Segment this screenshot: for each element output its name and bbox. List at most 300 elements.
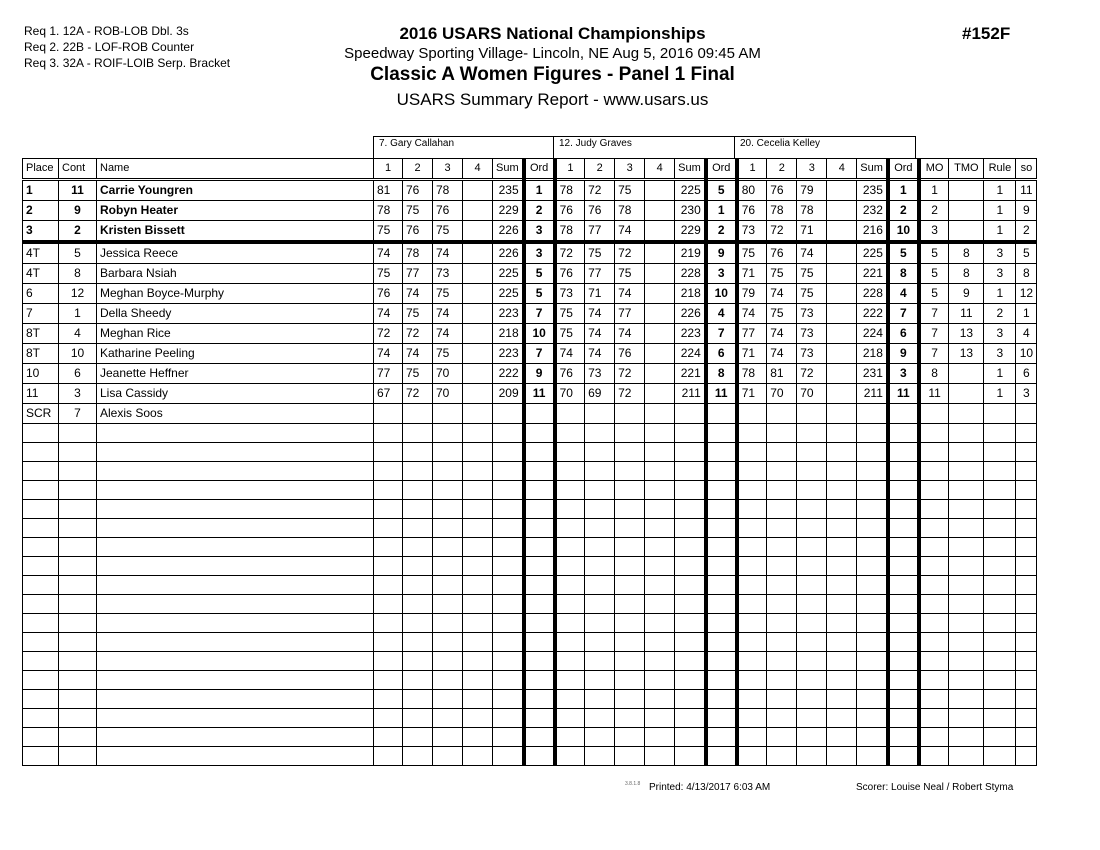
- judge1-score3: 70: [433, 364, 463, 384]
- judge1-score4: [463, 747, 493, 766]
- judge3-score3: [797, 747, 827, 766]
- table-row: [23, 324, 1037, 344]
- judge2-score2: [585, 519, 615, 538]
- rule-cell: [984, 595, 1016, 614]
- judge2-score1: 78: [555, 180, 585, 201]
- judge1-score1: 72: [374, 324, 403, 344]
- judge1-score1: [374, 652, 403, 671]
- judge1-score3: [433, 728, 463, 747]
- judge2-sum: [675, 576, 706, 595]
- judge3-sum: [857, 424, 888, 443]
- judge2-score4: [645, 404, 675, 424]
- judge1-score2: [403, 728, 433, 747]
- header-tmo: TMO: [949, 159, 984, 180]
- judge1-score1: [374, 519, 403, 538]
- skater-name-cell: [97, 538, 374, 557]
- judge1-score4: [463, 519, 493, 538]
- rule-cell: 1: [984, 221, 1016, 243]
- judge1-score3: [433, 519, 463, 538]
- header-mo: MO: [919, 159, 949, 180]
- mo-cell: [919, 462, 949, 481]
- table-row: [23, 264, 1037, 284]
- printed-timestamp: Printed: 4/13/2017 6:03 AM: [649, 782, 771, 793]
- table-row: [23, 481, 1037, 500]
- judge2-score2: 77: [585, 221, 615, 243]
- header-judge3-col2: 2: [767, 159, 797, 180]
- judge3-score2: [767, 519, 797, 538]
- table-row: [23, 690, 1037, 709]
- judge2-score4: [645, 538, 675, 557]
- judge1-score1: 75: [374, 264, 403, 284]
- judge1-ordinal: 10: [524, 324, 555, 344]
- place-cell: [23, 443, 59, 462]
- judge1-score2: [403, 690, 433, 709]
- judge2-sum: 218: [675, 284, 706, 304]
- mo-cell: 7: [919, 324, 949, 344]
- place-cell: [23, 462, 59, 481]
- judge2-score2: 76: [585, 201, 615, 221]
- judge3-score1: [737, 404, 767, 424]
- judge1-score3: 75: [433, 221, 463, 243]
- place-cell: SCR: [23, 404, 59, 424]
- judge3-sum: [857, 404, 888, 424]
- judge3-score3: [797, 671, 827, 690]
- judge3-score4: [827, 201, 857, 221]
- judge3-sum: 232: [857, 201, 888, 221]
- judge1-score4: [463, 221, 493, 243]
- judge2-score3: 78: [615, 201, 645, 221]
- tmo-cell: [949, 538, 984, 557]
- judge2-score4: [645, 384, 675, 404]
- contestant-number-cell: [59, 709, 97, 728]
- contestant-number-cell: 8: [59, 264, 97, 284]
- judge2-score1: 76: [555, 364, 585, 384]
- judge3-sum: [857, 652, 888, 671]
- judge3-score3: 75: [797, 284, 827, 304]
- judge3-score4: [827, 180, 857, 201]
- table-row: [23, 344, 1037, 364]
- mo-cell: 2: [919, 201, 949, 221]
- table-row: [23, 500, 1037, 519]
- judge1-score3: [433, 443, 463, 462]
- so-cell: 2: [1016, 221, 1037, 243]
- judge1-score4: [463, 384, 493, 404]
- contestant-number-cell: [59, 633, 97, 652]
- judge1-score3: [433, 652, 463, 671]
- mo-cell: 5: [919, 284, 949, 304]
- judge3-ordinal: [888, 747, 919, 766]
- judge2-score4: [645, 242, 675, 264]
- skater-name-cell: Carrie Youngren: [97, 180, 374, 201]
- contestant-number-cell: [59, 481, 97, 500]
- judge2-score2: [585, 671, 615, 690]
- judge3-score1: 79: [737, 284, 767, 304]
- judge2-score4: [645, 690, 675, 709]
- place-cell: 2: [23, 201, 59, 221]
- judge1-score2: 75: [403, 304, 433, 324]
- judge1-score1: [374, 443, 403, 462]
- judge3-score4: [827, 671, 857, 690]
- judge2-score4: [645, 424, 675, 443]
- judge3-score1: [737, 576, 767, 595]
- rule-cell: [984, 462, 1016, 481]
- judge3-ordinal: 9: [888, 344, 919, 364]
- so-cell: 11: [1016, 180, 1037, 201]
- judge1-ordinal: 9: [524, 364, 555, 384]
- table-row: [23, 747, 1037, 766]
- judge1-score2: [403, 633, 433, 652]
- judge2-score1: 74: [555, 344, 585, 364]
- so-cell: 3: [1016, 384, 1037, 404]
- judge3-score1: 71: [737, 344, 767, 364]
- judge2-ordinal: [706, 709, 737, 728]
- skater-name-cell: [97, 481, 374, 500]
- judge2-score1: 75: [555, 304, 585, 324]
- judge3-ordinal: [888, 652, 919, 671]
- judge1-sum: 226: [493, 242, 524, 264]
- judge3-score4: [827, 384, 857, 404]
- judge3-score1: 77: [737, 324, 767, 344]
- contestant-number-cell: [59, 576, 97, 595]
- judge1-score1: 81: [374, 180, 403, 201]
- mo-cell: [919, 424, 949, 443]
- mo-cell: [919, 728, 949, 747]
- judge1-score4: [463, 576, 493, 595]
- judge2-score1: [555, 747, 585, 766]
- place-cell: [23, 747, 59, 766]
- header-judge3-col1: 1: [737, 159, 767, 180]
- tmo-cell: [949, 201, 984, 221]
- judge1-score2: [403, 462, 433, 481]
- judge2-ordinal: [706, 671, 737, 690]
- contestant-number-cell: [59, 614, 97, 633]
- skater-name-cell: [97, 614, 374, 633]
- judge2-score3: [615, 519, 645, 538]
- judge2-sum: 219: [675, 242, 706, 264]
- judge1-sum: [493, 633, 524, 652]
- judge3-sum: [857, 462, 888, 481]
- header-judge1-col4: 4: [463, 159, 493, 180]
- table-row: [23, 221, 1037, 243]
- tmo-cell: [949, 384, 984, 404]
- tmo-cell: [949, 557, 984, 576]
- mo-cell: 5: [919, 264, 949, 284]
- so-cell: 5: [1016, 242, 1037, 264]
- table-row: [23, 557, 1037, 576]
- skater-name-cell: [97, 690, 374, 709]
- judge3-ordinal: 11: [888, 384, 919, 404]
- place-cell: [23, 652, 59, 671]
- judge2-ordinal: [706, 424, 737, 443]
- judge1-score3: 78: [433, 180, 463, 201]
- judge1-ordinal: 1: [524, 180, 555, 201]
- judge2-score1: [555, 671, 585, 690]
- results-table: [22, 158, 1037, 766]
- tmo-cell: [949, 709, 984, 728]
- header-judge2-col2: 2: [585, 159, 615, 180]
- tmo-cell: [949, 671, 984, 690]
- judge2-score1: [555, 481, 585, 500]
- judge3-score2: [767, 500, 797, 519]
- table-row: [23, 242, 1037, 264]
- judge2-score1: [555, 500, 585, 519]
- judge3-score3: [797, 538, 827, 557]
- judge1-score4: [463, 728, 493, 747]
- judge2-ordinal: [706, 633, 737, 652]
- judge2-score1: 76: [555, 264, 585, 284]
- judge1-ordinal: 5: [524, 284, 555, 304]
- judge3-score4: [827, 404, 857, 424]
- mo-cell: [919, 614, 949, 633]
- judge1-ordinal: [524, 614, 555, 633]
- so-cell: [1016, 404, 1037, 424]
- judge3-score3: [797, 481, 827, 500]
- judge2-score3: 75: [615, 264, 645, 284]
- judge3-score4: [827, 264, 857, 284]
- judge3-ordinal: [888, 557, 919, 576]
- rule-cell: 1: [984, 201, 1016, 221]
- judge3-sum: 218: [857, 344, 888, 364]
- judge1-ordinal: [524, 424, 555, 443]
- judge2-score3: [615, 443, 645, 462]
- judge3-ordinal: [888, 728, 919, 747]
- judge2-score4: [645, 519, 675, 538]
- judge3-sum: 224: [857, 324, 888, 344]
- judge3-ordinal: 10: [888, 221, 919, 243]
- judge3-score4: [827, 690, 857, 709]
- judge3-sum: [857, 747, 888, 766]
- judge3-ordinal: [888, 690, 919, 709]
- judge3-score3: [797, 728, 827, 747]
- tmo-cell: [949, 614, 984, 633]
- judge3-ordinal: [888, 633, 919, 652]
- rule-cell: [984, 671, 1016, 690]
- judge2-score4: [645, 633, 675, 652]
- contestant-number-cell: [59, 443, 97, 462]
- so-cell: [1016, 500, 1037, 519]
- judge1-sum: [493, 747, 524, 766]
- table-row: [23, 671, 1037, 690]
- judge1-score2: 77: [403, 264, 433, 284]
- judge1-score2: [403, 595, 433, 614]
- judge1-sum: 223: [493, 344, 524, 364]
- contestant-number-cell: 4: [59, 324, 97, 344]
- judge2-ordinal: 7: [706, 324, 737, 344]
- judge1-score1: [374, 728, 403, 747]
- table-row: [23, 538, 1037, 557]
- place-cell: 6: [23, 284, 59, 304]
- place-cell: [23, 709, 59, 728]
- judge2-score1: [555, 614, 585, 633]
- judge3-sum: 225: [857, 242, 888, 264]
- judge1-score4: [463, 242, 493, 264]
- place-cell: 11: [23, 384, 59, 404]
- tmo-cell: [949, 221, 984, 243]
- judge3-ordinal: 3: [888, 364, 919, 384]
- contestant-number-cell: 1: [59, 304, 97, 324]
- judge2-sum: [675, 747, 706, 766]
- judge1-ordinal: 7: [524, 344, 555, 364]
- mo-cell: [919, 481, 949, 500]
- rule-cell: [984, 481, 1016, 500]
- judge3-score3: [797, 576, 827, 595]
- judge3-score3: [797, 462, 827, 481]
- judge1-sum: [493, 557, 524, 576]
- judge3-sum: 222: [857, 304, 888, 324]
- judge1-score1: 74: [374, 344, 403, 364]
- tmo-cell: [949, 364, 984, 384]
- judge1-score3: [433, 690, 463, 709]
- judge2-ordinal: [706, 404, 737, 424]
- judge1-score4: [463, 304, 493, 324]
- contestant-number-cell: [59, 538, 97, 557]
- mo-cell: 3: [919, 221, 949, 243]
- table-row: [23, 728, 1037, 747]
- judge2-sum: [675, 500, 706, 519]
- judge2-sum: [675, 519, 706, 538]
- rule-cell: [984, 443, 1016, 462]
- mo-cell: [919, 576, 949, 595]
- place-cell: 3: [23, 221, 59, 243]
- header-cont: Cont: [59, 159, 97, 180]
- judge2-score1: [555, 595, 585, 614]
- judge3-score3: 79: [797, 180, 827, 201]
- judge1-score1: [374, 424, 403, 443]
- judge2-score4: [645, 728, 675, 747]
- judge2-sum: [675, 652, 706, 671]
- judge1-score3: [433, 557, 463, 576]
- tmo-cell: [949, 180, 984, 201]
- judge3-ordinal: [888, 481, 919, 500]
- skater-name-cell: [97, 576, 374, 595]
- judge2-score3: [615, 728, 645, 747]
- judge2-score1: 70: [555, 384, 585, 404]
- header-judge3-col4: 4: [827, 159, 857, 180]
- judge1-score2: 74: [403, 344, 433, 364]
- judge1-sum: [493, 595, 524, 614]
- place-cell: [23, 614, 59, 633]
- skater-name-cell: [97, 595, 374, 614]
- judge3-score2: [767, 462, 797, 481]
- judge1-score2: [403, 557, 433, 576]
- judge3-sum: [857, 519, 888, 538]
- judge3-score3: [797, 443, 827, 462]
- table-row: [23, 443, 1037, 462]
- judge1-score1: 78: [374, 201, 403, 221]
- judge3-score4: [827, 519, 857, 538]
- place-cell: 1: [23, 180, 59, 201]
- judge1-score2: 75: [403, 201, 433, 221]
- so-cell: [1016, 652, 1037, 671]
- tmo-cell: [949, 747, 984, 766]
- mo-cell: 7: [919, 344, 949, 364]
- judge1-score4: [463, 500, 493, 519]
- version-label: 3.8.1.8: [625, 781, 641, 787]
- judge3-score2: 76: [767, 242, 797, 264]
- judge3-score2: [767, 747, 797, 766]
- contestant-number-cell: [59, 557, 97, 576]
- place-cell: 8T: [23, 324, 59, 344]
- contestant-number-cell: 3: [59, 384, 97, 404]
- mo-cell: 11: [919, 384, 949, 404]
- judge3-score3: [797, 652, 827, 671]
- judge2-score2: 75: [585, 242, 615, 264]
- judge3-score1: [737, 462, 767, 481]
- judge1-ordinal: 7: [524, 304, 555, 324]
- so-cell: [1016, 595, 1037, 614]
- judge1-score1: [374, 404, 403, 424]
- judge2-score1: [555, 424, 585, 443]
- judge1-score4: [463, 344, 493, 364]
- judge2-score3: [615, 747, 645, 766]
- judge2-score4: [645, 324, 675, 344]
- skater-name-cell: Meghan Rice: [97, 324, 374, 344]
- skater-name-cell: [97, 462, 374, 481]
- judge1-score3: [433, 424, 463, 443]
- judge3-score1: [737, 519, 767, 538]
- judge1-score2: [403, 614, 433, 633]
- place-cell: [23, 500, 59, 519]
- judge3-sum: [857, 500, 888, 519]
- judge3-sum: [857, 709, 888, 728]
- judge2-score2: 77: [585, 264, 615, 284]
- judge3-score3: 71: [797, 221, 827, 243]
- judge2-score3: [615, 538, 645, 557]
- judge1-sum: [493, 671, 524, 690]
- judge2-score3: 72: [615, 384, 645, 404]
- judge1-score3: 74: [433, 324, 463, 344]
- table-row: [23, 709, 1037, 728]
- header-so: so: [1016, 159, 1037, 180]
- contestant-number-cell: [59, 671, 97, 690]
- venue-date-line: Speedway Sporting Village- Lincoln, NE Aug 5, 2016 09:45 AM: [344, 45, 761, 62]
- judge2-score4: [645, 747, 675, 766]
- judge2-score2: [585, 500, 615, 519]
- header-judge2-col3: 3: [615, 159, 645, 180]
- judge3-sum: 211: [857, 384, 888, 404]
- judge1-ordinal: [524, 709, 555, 728]
- judge1-score2: [403, 404, 433, 424]
- judge1-score2: [403, 709, 433, 728]
- judge2-score3: 75: [615, 180, 645, 201]
- judge1-ordinal: [524, 690, 555, 709]
- judge1-score1: 76: [374, 284, 403, 304]
- judge3-score3: 78: [797, 201, 827, 221]
- judge2-ordinal: [706, 652, 737, 671]
- judge1-sum: [493, 576, 524, 595]
- so-cell: [1016, 538, 1037, 557]
- judge3-score2: [767, 652, 797, 671]
- judge1-score2: [403, 576, 433, 595]
- judge3-score1: 75: [737, 242, 767, 264]
- judge1-score3: 70: [433, 384, 463, 404]
- skater-name-cell: Katharine Peeling: [97, 344, 374, 364]
- judge1-score1: [374, 671, 403, 690]
- header-judge1-col1: 1: [374, 159, 403, 180]
- judge1-ordinal: [524, 633, 555, 652]
- judge1-score1: [374, 595, 403, 614]
- judge1-score2: 76: [403, 180, 433, 201]
- judge3-sum: 216: [857, 221, 888, 243]
- judge1-score2: [403, 519, 433, 538]
- mo-cell: [919, 652, 949, 671]
- judge2-score2: [585, 538, 615, 557]
- judge1-sum: 222: [493, 364, 524, 384]
- tmo-cell: 13: [949, 324, 984, 344]
- tmo-cell: [949, 576, 984, 595]
- judge2-score2: 69: [585, 384, 615, 404]
- judge3-score2: [767, 443, 797, 462]
